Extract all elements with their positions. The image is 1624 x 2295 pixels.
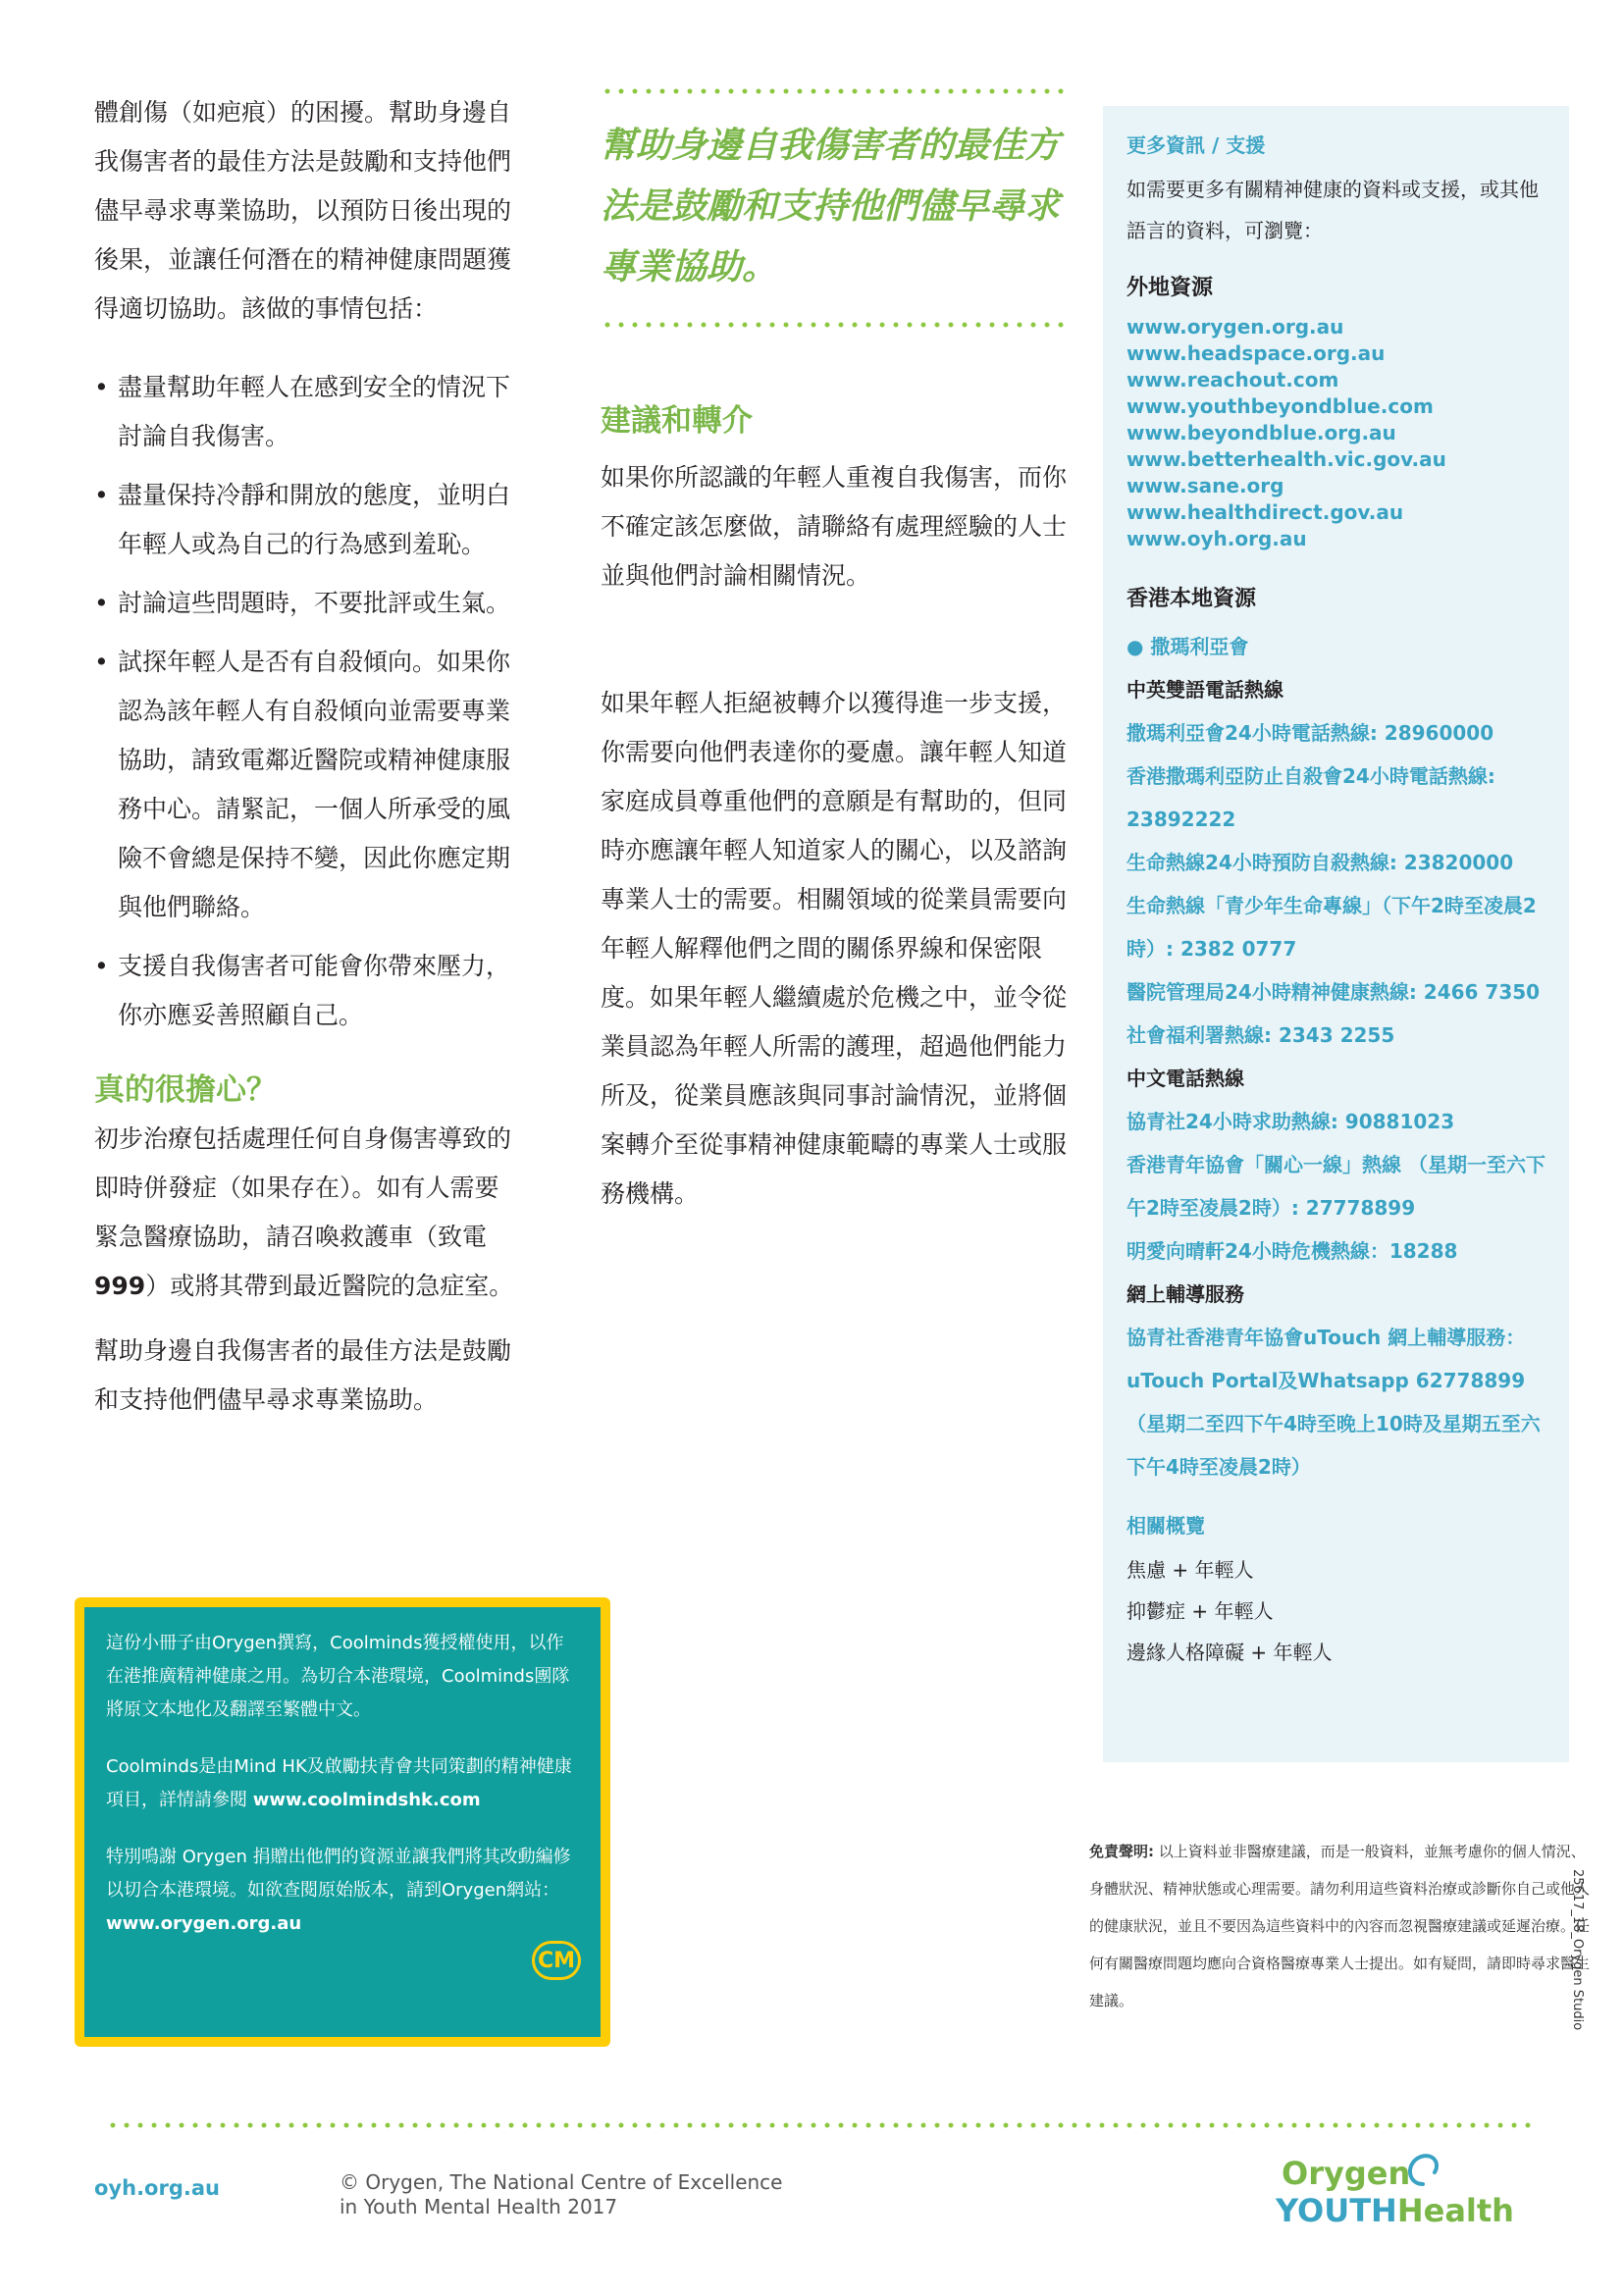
- emergency-text-b: ）或將其帶到最近醫院的急症室。: [145, 1272, 514, 1300]
- link-betterhealth[interactable]: www.betterhealth.vic.gov.au: [1126, 447, 1446, 471]
- bullet-dot-icon: ●: [1126, 635, 1151, 658]
- list-item: • 盡量保持冷靜和開放的態度，並明白年輕人或為自己的行為感到羞恥。: [94, 471, 516, 569]
- resources-sidebar: [1103, 106, 1569, 1762]
- orygen-youth-health-logo: [1276, 2149, 1521, 2237]
- local-heading: 香港本地資源: [1126, 587, 1257, 611]
- hotline-item: 香港撒瑪利亞防止自殺會24小時電話熱線: 23892222: [1126, 764, 1495, 831]
- link-sane[interactable]: www.sane.org: [1126, 474, 1284, 497]
- pull-quote: 幫助身邊自我傷害者的最佳方法是鼓勵和支持他們儘早尋求專業協助。: [601, 126, 1061, 287]
- hotline-item: 協青社24小時求助熱線: 90881023: [1126, 1110, 1455, 1133]
- link-healthdirect[interactable]: www.healthdirect.gov.au: [1126, 500, 1404, 524]
- footer-url[interactable]: oyh.org.au: [94, 2176, 220, 2200]
- link-headspace[interactable]: www.headspace.org.au: [1126, 341, 1386, 365]
- link-youthbeyondblue[interactable]: www.youthbeyondblue.com: [1126, 394, 1434, 418]
- coolminds-box: [75, 1597, 610, 2047]
- emergency-text-a: 初步治療包括處理任何自身傷害導致的即時併發症（如果存在）。如有人需要緊急醫療協助，請召喚救護車（致電: [94, 1124, 512, 1251]
- hotline-item: 醫院管理局24小時精神健康熱線: 2466 7350: [1126, 980, 1541, 1004]
- logo-youth-health-text: [1276, 2192, 1514, 2229]
- hotline-item: 明愛向晴軒24小時危機熱線：18288: [1126, 1239, 1458, 1263]
- list-item: • 支援自我傷害者可能會你帶來壓力，你亦應妥善照顧自己。: [94, 942, 516, 1040]
- related-item[interactable]: 邊緣人格障礙 + 年輕人: [1126, 1641, 1333, 1664]
- production-code: 25617_18_Orygen Studio: [1570, 1869, 1585, 2031]
- hotline-item: 香港青年協會「關心一線」熱線 （星期一至六下午2時至凌晨2時）: 27778899: [1126, 1153, 1545, 1220]
- disclaimer-text: 以上資料並非醫療建議，而是一般資料，並無考慮你的個人情況、身體狀況、精神狀態或心理需要。請勿利用這些資料治療或診斷你自己或他人的健康狀況，並且不要因為這些資料中的內容而忽視醫療建議或延遲治療。任何有關醫療問題均應向合資格醫療專業人士提出。如有疑問，請即時尋求醫生建議。: [1089, 1843, 1591, 2009]
- coolminds-para-2: [106, 1750, 579, 1817]
- link-beyondblue[interactable]: www.beyondblue.org.au: [1126, 421, 1396, 444]
- chinese-heading: 中文電話熱線: [1126, 1067, 1244, 1090]
- emergency-number: 999: [94, 1272, 146, 1300]
- local-org-item: [1126, 625, 1545, 668]
- coolminds-logo-icon: CM: [532, 1941, 581, 1980]
- best-way-paragraph: 幫助身邊自我傷害者的最佳方法是鼓勵和支持他們儘早尋求專業協助。: [94, 1336, 512, 1414]
- logo-youth: YOUTH: [1276, 2192, 1397, 2229]
- related-item[interactable]: 焦慮 + 年輕人: [1126, 1558, 1254, 1582]
- referral-paragraph-2: 如果年輕人拒絕被轉介以獲得進一步支援，你需要向他們表達你的憂慮。讓年輕人知道家庭成員尊重他們的意願是有幫助的，但同時亦應讓年輕人知道家人的關心，以及諮詢專業人士的需要。相關領域的從業員需要向年輕人解釋他們之間的關係界線和保密限度。如果年輕人繼續處於危機之中，並令從業員認為年輕人所需的護理，超過他們能力所及，從業員應該與同事討論情況，並將個案轉介至從事精神健康範疇的專業人士或服務機構。: [601, 689, 1068, 1208]
- list-item: • 討論這些問題時，不要批評或生氣。: [94, 579, 516, 628]
- worried-heading: 真的很擔心？: [94, 1072, 277, 1108]
- link-orygen[interactable]: www.orygen.org.au: [1126, 315, 1344, 339]
- emergency-paragraph: [94, 1115, 516, 1311]
- hotline-item: 撒瑪利亞會24小時電話熱線: 28960000: [1126, 721, 1494, 745]
- hotline-item: 生命熱線24小時預防自殺熱線: 23820000: [1126, 851, 1514, 874]
- todo-list: [94, 363, 516, 1040]
- middle-column: [601, 88, 1072, 1219]
- footer-copyright: [340, 2170, 782, 2219]
- link-oyh[interactable]: www.oyh.org.au: [1126, 527, 1307, 550]
- left-column: [94, 88, 516, 1425]
- intro-paragraph: 體創傷（如疤痕）的困擾。幫助身邊自我傷害者的最佳方法是鼓勵和支持他們儘早尋求專業協助，以預防日後出現的後果，並讓任何潛在的精神健康問題獲得適切協助。該做的事情包括：: [94, 98, 512, 323]
- bilingual-heading: 中英雙語電話熱線: [1126, 678, 1283, 702]
- local-org-label: 撒瑪利亞會: [1150, 635, 1249, 658]
- footer-divider: [106, 2122, 1539, 2128]
- more-info-text: 如需要更多有關精神健康的資料或支援，或其他語言的資料，可瀏覽：: [1126, 178, 1539, 242]
- more-info-heading: 更多資訊 / 支援: [1126, 133, 1266, 157]
- referral-heading: 建議和轉介: [601, 403, 753, 439]
- quote-divider-top: [601, 88, 1072, 94]
- coolminds-para-1: 這份小冊子由Orygen撰寫，Coolminds獲授權使用，以作在港推廣精神健康之用。為切合本港環境，Coolminds團隊將原文本地化及翻譯至繁體中文。: [106, 1633, 570, 1720]
- list-item: • 試探年輕人是否有自殺傾向。如果你認為該年輕人有自殺傾向並需要專業協助，請致電鄰近醫院或精神健康服務中心。請緊記，一個人所承受的風險不會總是保持不變，因此你應定期與他們聯絡。: [94, 638, 516, 932]
- link-reachout[interactable]: www.reachout.com: [1126, 368, 1339, 391]
- hotline-item: 社會福利署熱線: 2343 2255: [1126, 1023, 1395, 1047]
- copyright-line-2: in Youth Mental Health 2017: [340, 2195, 618, 2218]
- orygen-url[interactable]: www.orygen.org.au: [106, 1913, 302, 1934]
- online-heading: 網上輔導服務: [1126, 1282, 1244, 1306]
- list-item: • 盡量幫助年輕人在感到安全的情況下討論自我傷害。: [94, 363, 516, 461]
- related-item[interactable]: 抑鬱症 + 年輕人: [1126, 1599, 1274, 1623]
- coolminds-para-3: [106, 1841, 579, 1941]
- disclaimer-label: 免責聲明:: [1089, 1843, 1154, 1860]
- copyright-line-1: © Orygen, The National Centre of Excellence: [340, 2170, 783, 2194]
- disclaimer: [1089, 1833, 1599, 2019]
- online-service-text: 協青社香港青年協會uTouch 網上輔導服務：uTouch Portal及Whatsapp 62778899（星期二至四下午4時至晚上10時及星期五至六下午4時至凌晨2時）: [1126, 1326, 1541, 1479]
- logo-health: Health: [1396, 2192, 1514, 2229]
- related-heading: 相關概覽: [1126, 1514, 1205, 1538]
- hotline-item: 生命熱線「青少年生命專線」（下午2時至凌晨2時）: 2382 0777: [1126, 894, 1537, 961]
- referral-paragraph-1: 如果你所認識的年輕人重複自我傷害，而你不確定該怎麼做，請聯絡有處理經驗的人士並與他們討論相關情況。: [601, 463, 1068, 590]
- coolminds-url[interactable]: www.coolmindshk.com: [252, 1790, 481, 1810]
- overseas-heading: 外地資源: [1126, 276, 1214, 300]
- coolminds-para-3-text: 特別鳴謝 Orygen 捐贈出他們的資源並讓我們將其改動編修以切合本港環境。如欲查閱原始版本，請到Orygen網站：: [106, 1847, 571, 1901]
- logo-orygen-text: Orygen: [1282, 2155, 1411, 2192]
- coolminds-para-2-text: Coolminds是由Mind HK及啟勵扶青會共同策劃的精神健康項目，詳情請參閱: [106, 1756, 572, 1810]
